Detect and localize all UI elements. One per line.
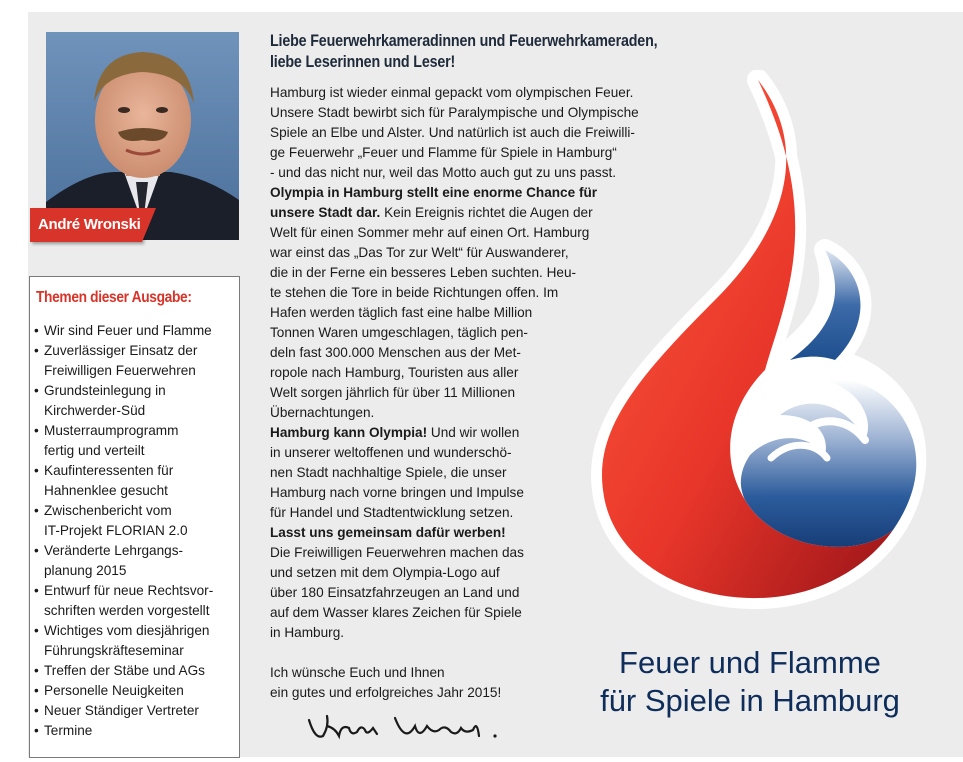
- toc-item-line: Hahnenklee gesucht: [44, 483, 168, 498]
- letter-text: Spiele an Elbe und Alster. Und natürlich ist auch die Freiwilli-: [270, 125, 635, 140]
- letter-text: Und wir wollen: [427, 425, 520, 440]
- letter-text: Welt für einen Sommer mehr auf einen Ort. Hamburg: [270, 225, 590, 240]
- toc-item-line: • Termine: [44, 723, 93, 738]
- toc-item: [34, 541, 238, 581]
- toc-item: [34, 681, 238, 701]
- author-name-tag: André Wronski: [30, 208, 142, 242]
- toc-item: [34, 501, 238, 541]
- letter-line: [270, 623, 710, 643]
- letter-text: war einst das „Das Tor zur Welt“ für Auswanderer,: [270, 245, 569, 260]
- toc-item-line: • Veränderte Lehrgangs-: [44, 543, 184, 558]
- toc-item-line: Führungskräfteseminar: [44, 643, 184, 658]
- toc-list: [34, 321, 238, 741]
- toc-title: Themen dieser Ausgabe:: [36, 289, 192, 306]
- letter-text: und setzen mit dem Olympia-Logo auf: [270, 565, 500, 580]
- toc-item: [34, 581, 238, 621]
- letter-text: ein gutes und erfolgreiches Jahr 2015!: [270, 685, 502, 700]
- toc-item-line: IT-Projekt FLORIAN 2.0: [44, 523, 188, 538]
- letter-heading: [270, 30, 658, 72]
- toc-item-line: • Neuer Ständiger Vertreter: [44, 703, 199, 718]
- letter-text: Übernachtungen.: [270, 405, 375, 420]
- toc-item: [34, 461, 238, 501]
- toc-item-line: • Entwurf für neue Rechtsvor-: [44, 583, 214, 598]
- letter-text: Unsere Stadt bewirbt sich für Paralympische und Olympische: [270, 105, 639, 120]
- letter-text: auf dem Wasser klares Zeichen für Spiele: [270, 605, 522, 620]
- toc-item-line: • Wichtiges vom diesjährigen: [44, 623, 210, 638]
- letter-text: Olympia in Hamburg stellt eine enorme Chance für: [270, 185, 598, 200]
- letter-text: - und das nicht nur, weil das Motto auch gut zu uns passt.: [270, 165, 617, 180]
- toc-item-line: • Treffen der Stäbe und AGs: [44, 663, 205, 678]
- toc-item-line: fertig und verteilt: [44, 443, 145, 458]
- letter-text: über 180 Einsatzfahrzeugen an Land und: [270, 585, 520, 600]
- toc-item: [34, 621, 238, 661]
- letter-text: Tonnen Waren umgeschlagen, täglich pen-: [270, 325, 528, 340]
- letter-text: nen Stadt nachhaltige Spiele, die unser: [270, 465, 507, 480]
- letter-text: Hafen werden täglich fast eine halbe Million: [270, 305, 533, 320]
- slogan-line: für Spiele in Hamburg: [600, 683, 900, 718]
- letter-bold-phrase: unsere Stadt dar.: [270, 205, 381, 220]
- toc-item-line: • Kaufinteressenten für: [44, 463, 174, 478]
- toc-item: [34, 321, 238, 341]
- logo-slogan: [560, 644, 940, 720]
- letter-text: in unserer weltoffenen und wunderschö-: [270, 445, 512, 460]
- toc-item-line: • Zwischenbericht vom: [44, 503, 172, 518]
- letter-text: in Hamburg.: [270, 625, 345, 640]
- toc-item-line: • Grundsteinlegung in: [44, 383, 166, 398]
- toc-item-line: schriften werden vorgestellt: [44, 603, 210, 618]
- letter-text: Die Freiwilligen Feuerwehren machen das: [270, 545, 524, 560]
- letter-heading-line: Liebe Feuerwehrkameradinnen und Feuerwehrkameraden,: [270, 31, 658, 50]
- toc-item: [34, 381, 238, 421]
- letter-text: Lasst uns gemeinsam dafür werben!: [270, 525, 506, 540]
- letter-text: deln fast 300.000 Menschen aus der Met-: [270, 345, 521, 360]
- table-of-contents: [29, 276, 240, 758]
- toc-item-line: Kirchwerder-Süd: [44, 403, 146, 418]
- toc-item-line: • Musterraumprogramm: [44, 423, 179, 438]
- slogan-line: Feuer und Flamme: [619, 645, 881, 680]
- letter-text: Hamburg nach vorne bringen und Impulse: [270, 485, 524, 500]
- toc-item: [34, 701, 238, 721]
- toc-item-line: • Personelle Neuigkeiten: [44, 683, 184, 698]
- letter-text: ge Feuerwehr „Feuer und Flamme für Spiele in Hamburg“: [270, 145, 617, 160]
- toc-item: [34, 341, 238, 381]
- letter-text: die in der Ferne ein besseres Leben suchten. Heu-: [270, 265, 577, 280]
- letter-text: für Handel und Stadtentwicklung setzen.: [270, 505, 514, 520]
- letter-text: ropole nach Hamburg, Touristen aus aller: [270, 365, 519, 380]
- letter-bold-phrase: Hamburg kann Olympia!: [270, 425, 428, 440]
- letter-text: te stehen die Tore in beide Richtungen offen. Im: [270, 285, 559, 300]
- toc-item-line: Freiwilligen Feuerwehren: [44, 363, 196, 378]
- toc-item: [34, 661, 238, 681]
- letter-text: Hamburg ist wieder einmal gepackt vom olympischen Feuer.: [270, 85, 634, 100]
- toc-item-line: planung 2015: [44, 563, 127, 578]
- toc-item: [34, 421, 238, 461]
- toc-item: [34, 721, 238, 741]
- letter-text: Ich wünsche Euch und Ihnen: [270, 665, 445, 680]
- toc-item-line: • Wir sind Feuer und Flamme: [44, 323, 212, 338]
- handwritten-signature: [305, 706, 505, 751]
- letter-heading-line: liebe Leserinnen und Leser!: [270, 52, 456, 71]
- letter-text: Kein Ereignis richtet die Augen der: [380, 205, 593, 220]
- letter-text: Welt sorgen jährlich für über 11 Millionen: [270, 385, 516, 400]
- feuer-und-flamme-logo: [575, 70, 945, 615]
- toc-item-line: • Zuverlässiger Einsatz der: [44, 343, 198, 358]
